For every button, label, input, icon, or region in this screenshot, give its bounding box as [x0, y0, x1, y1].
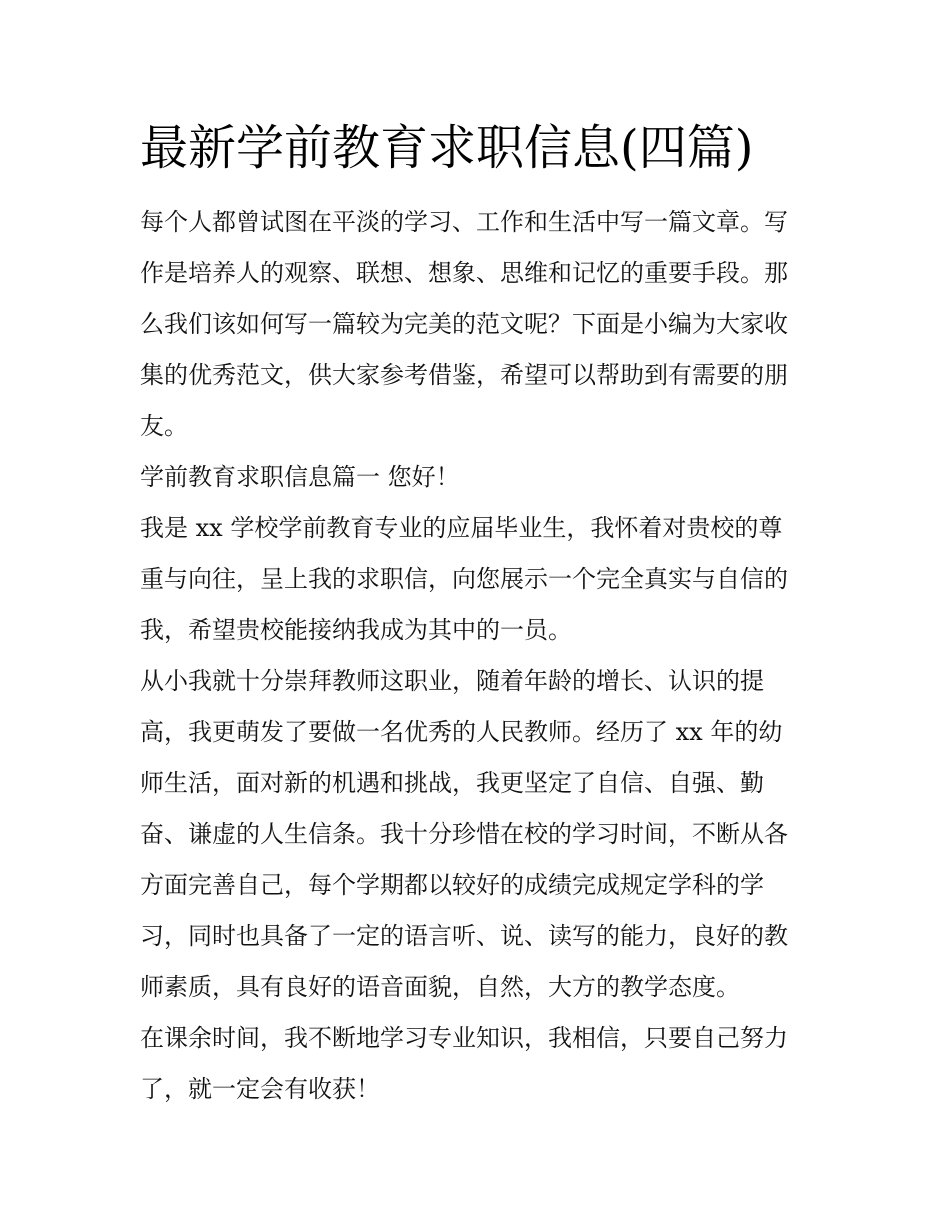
- text-line: 习，同时也具备了一定的语言听、说、读写的能力，良好的教: [140, 922, 788, 950]
- text-line: 每个人都曾试图在平淡的学习、工作和生活中写一篇文章。写: [140, 208, 788, 236]
- text-line: 我是 xx 学校学前教育专业的应届毕业生，我怀着对贵校的尊: [140, 514, 783, 542]
- text-line: 在课余时间，我不断地学习专业知识，我相信，只要自己努力: [140, 1024, 788, 1052]
- text-line: 重与向往，呈上我的求职信，向您展示一个完全真实与自信的: [140, 565, 788, 593]
- text-line: 么我们该如何写一篇较为完美的范文呢？下面是小编为大家收: [140, 310, 788, 338]
- text-line: 高，我更萌发了要做一名优秀的人民教师。经历了 xx 年的幼: [140, 718, 783, 746]
- text-line: 友。: [140, 412, 188, 440]
- text-line: 奋、谦虚的人生信条。我十分珍惜在校的学习时间，不断从各: [140, 820, 788, 848]
- text-line: 师生活，面对新的机遇和挑战，我更坚定了自信、自强、勤: [140, 769, 764, 797]
- text-line: 了，就一定会有收获！: [140, 1075, 380, 1103]
- text-line: 师素质，具有良好的语音面貌，自然，大方的教学态度。: [140, 973, 740, 1001]
- text-line: 我，希望贵校能接纳我成为其中的一员。: [140, 616, 572, 644]
- document-title: 最新学前教育求职信息(四篇): [140, 120, 754, 176]
- text-line: 集的优秀范文，供大家参考借鉴，希望可以帮助到有需要的朋: [140, 361, 788, 389]
- section-heading: 学前教育求职信息篇一 您好！: [140, 463, 460, 491]
- text-line: 从小我就十分崇拜教师这职业，随着年龄的增长、认识的提: [140, 667, 764, 695]
- text-line: 作是培养人的观察、联想、想象、思维和记忆的重要手段。那: [140, 259, 788, 287]
- text-line: 方面完善自己，每个学期都以较好的成绩完成规定学科的学: [140, 871, 764, 899]
